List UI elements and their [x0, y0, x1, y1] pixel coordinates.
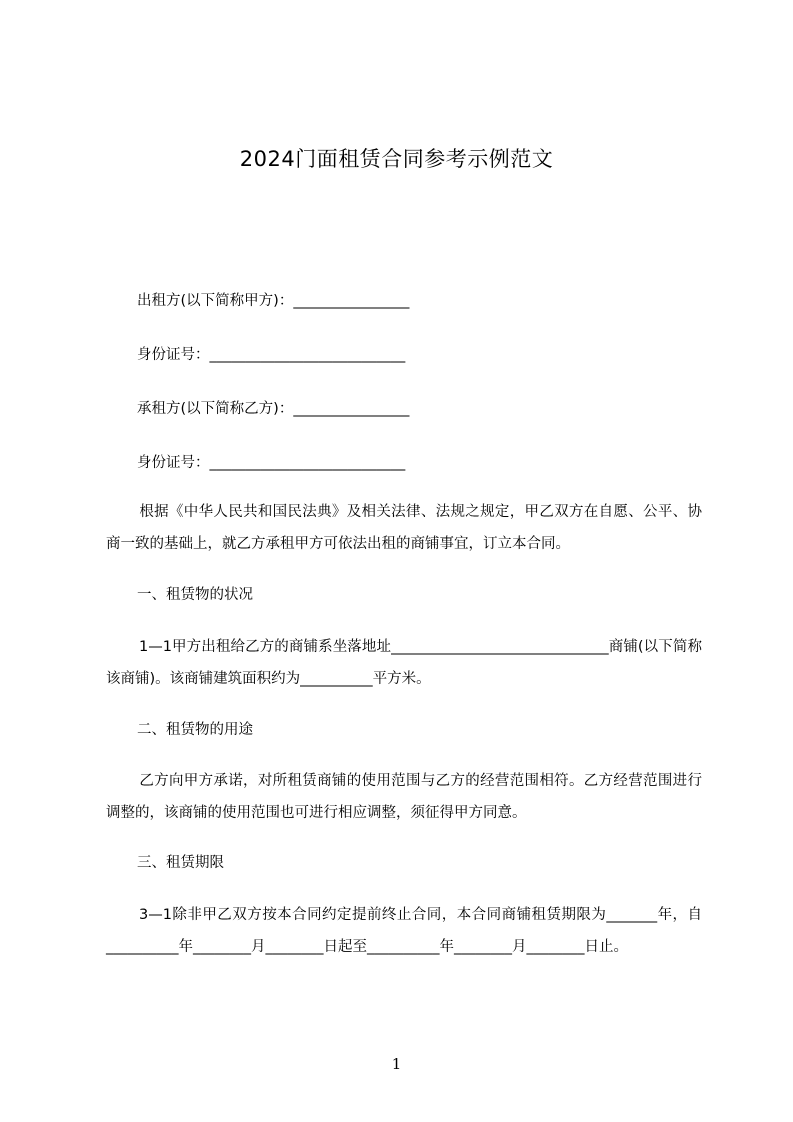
section-body [106, 765, 702, 829]
section-body-text: 1—1甲方出租给乙方的商铺系坐落地址______________________________商铺(以下简称该商铺)。该商铺建筑面积约为__________平方米。 [106, 639, 702, 687]
document-title: 2024门面租赁合同参考示例范文 [239, 147, 554, 171]
preamble-text: 根据《中华人民共和国民法典》及相关法律、法规之规定，甲乙双方在自愿、公平、协商一致的基础上，就乙方承租甲方可依法出租的商铺事宜，订立本合同。 [106, 504, 702, 552]
section-body [106, 631, 702, 695]
section-heading: 一、租赁物的状况 [137, 587, 253, 603]
preamble-paragraph [106, 496, 702, 560]
section-heading: 二、租赁物的用途 [137, 722, 253, 738]
lessor-id-field: 身份证号：___________________________ [137, 347, 406, 363]
lessee-id-field: 身份证号：___________________________ [137, 455, 406, 471]
section-heading: 三、租赁期限 [137, 855, 224, 871]
lessor-field: 出租方(以下简称甲方)：________________ [137, 293, 410, 309]
lessee-field: 承租方(以下简称乙方)：________________ [137, 401, 410, 417]
section-body [106, 899, 702, 963]
section-body-text: 3—1除非甲乙双方按本合同约定提前终止合同，本合同商铺租赁期限为_______年，自__________年________月________日起至__________年________月________日止。 [106, 907, 702, 955]
section-body-text: 乙方向甲方承诺，对所租赁商铺的使用范围与乙方的经营范围相符。乙方经营范围进行调整的，该商铺的使用范围也可进行相应调整，须征得甲方同意。 [106, 773, 702, 821]
page-number: 1 [391, 1055, 402, 1073]
